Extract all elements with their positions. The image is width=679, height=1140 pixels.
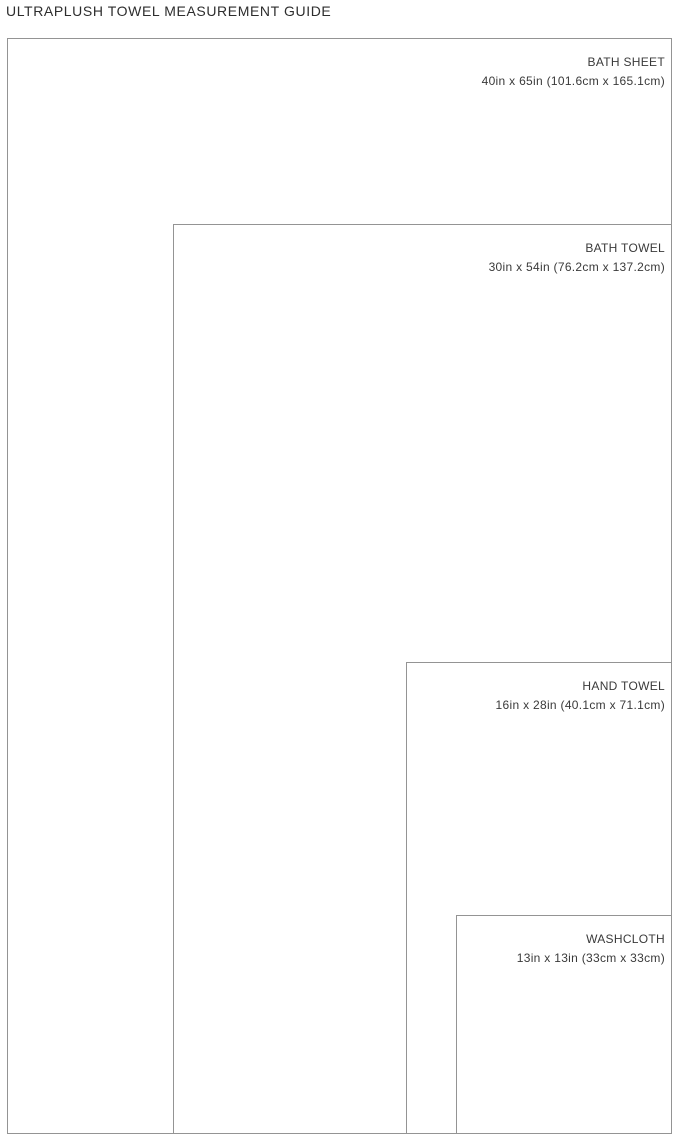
hand-towel-label — [496, 663, 671, 715]
towel-dimensions: 40in x 65in (101.6cm x 165.1cm) — [481, 74, 665, 88]
towel-dimensions: 30in x 54in (76.2cm x 137.2cm) — [488, 260, 665, 274]
towel-dimensions: 13in x 13in (33cm x 33cm) — [516, 951, 665, 965]
towel-name: BATH SHEET — [587, 55, 665, 69]
towel-name: WASHCLOTH — [586, 932, 665, 946]
towel-name: BATH TOWEL — [585, 241, 665, 255]
bath-towel-label — [489, 225, 671, 277]
towel-name: HAND TOWEL — [582, 679, 665, 693]
page-title: ULTRAPLUSH TOWEL MEASUREMENT GUIDE — [6, 3, 332, 19]
washcloth-outline — [456, 915, 672, 1134]
washcloth-label — [517, 916, 671, 968]
towel-dimensions: 16in x 28in (40.1cm x 71.1cm) — [495, 698, 665, 712]
bath-sheet-label — [482, 39, 671, 91]
